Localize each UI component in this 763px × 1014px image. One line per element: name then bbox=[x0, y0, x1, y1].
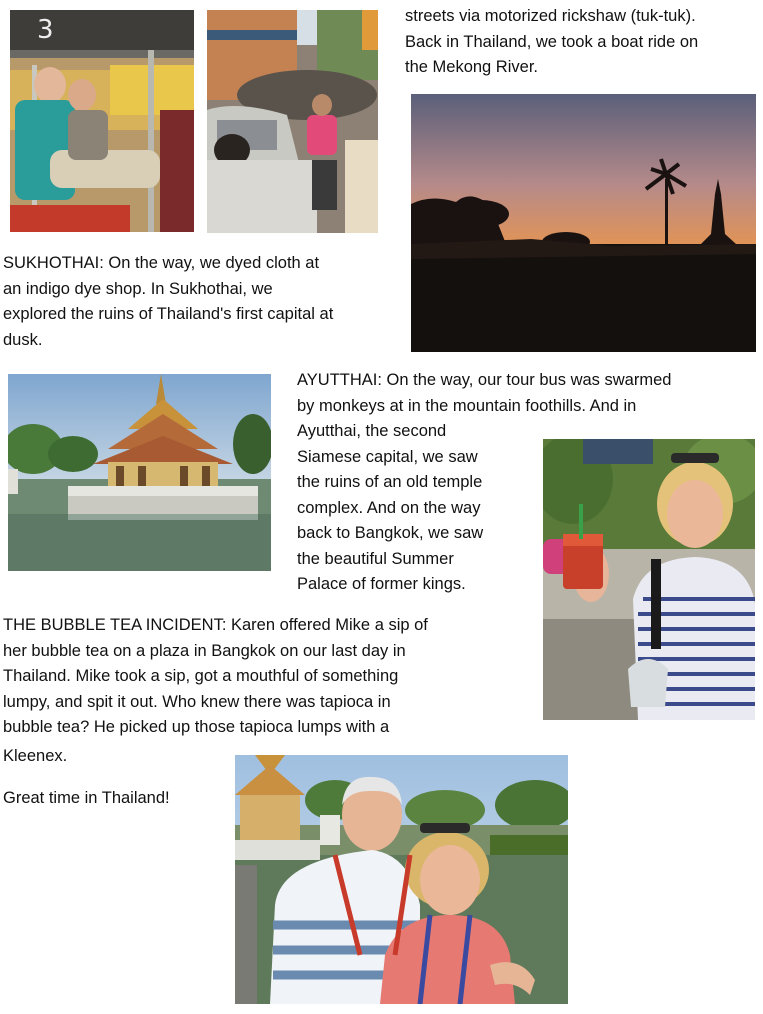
sukhothai-line: explored the ruins of Thailand's first capital at bbox=[3, 305, 334, 323]
photo-sukhothai-sunset bbox=[411, 94, 756, 352]
ayutthai-line: the ruins of an old temple bbox=[297, 473, 483, 491]
photo-mike-and-karen bbox=[235, 755, 568, 1004]
ayutthai-line: Siamese capital, we saw bbox=[297, 447, 478, 466]
ayutthai-line: complex. And on the way bbox=[297, 498, 481, 517]
intro-line: streets via motorized rickshaw (tuk-tuk). bbox=[405, 7, 696, 25]
photo-tuk-tuk-ride bbox=[10, 10, 194, 232]
summer-palace-image bbox=[8, 374, 271, 571]
sukhothai-line: an indigo dye shop. In Sukhothai, we bbox=[3, 279, 273, 298]
photo-busy-street bbox=[207, 10, 378, 233]
photo-karen-bubble-tea bbox=[543, 439, 755, 720]
intro-line: Back in Thailand, we took a boat ride on bbox=[405, 32, 699, 51]
tuk-tuk-ride-image bbox=[10, 10, 194, 232]
ayutthai-line: back to Bangkok, we saw bbox=[297, 524, 484, 542]
sukhothai-sunset-image bbox=[411, 94, 756, 352]
photo-summer-palace bbox=[8, 374, 271, 571]
busy-street-image bbox=[207, 10, 378, 233]
bubble-tea-line: Kleenex. bbox=[3, 746, 68, 765]
intro-line: the Mekong River. bbox=[405, 58, 538, 76]
bubble-tea-line: her bubble tea on a plaza in Bangkok on our last day in bbox=[3, 641, 406, 660]
ayutthai-line: the beautiful Summer bbox=[297, 549, 454, 568]
mike-and-karen-image bbox=[235, 755, 568, 1004]
sukhothai-line: dusk. bbox=[3, 330, 43, 349]
bubble-tea-paragraph bbox=[3, 613, 428, 769]
ayutthai-line: by monkeys at in the mountain foothills. And in bbox=[297, 396, 637, 415]
ayutthai-line: AYUTTHAI: On the way, our tour bus was swarmed bbox=[297, 371, 672, 389]
tuk-tuk-number: 3 bbox=[37, 15, 54, 45]
closing-line: Great time in Thailand! bbox=[3, 789, 170, 807]
bubble-tea-line: bubble tea? He picked up those tapioca lumps with a bbox=[3, 718, 390, 736]
ayutthai-line: Palace of former kings. bbox=[297, 575, 466, 593]
bubble-tea-line: Thailand. Mike took a sip, got a mouthful of something bbox=[3, 667, 399, 685]
bubble-tea-line: THE BUBBLE TEA INCIDENT: Karen offered Mike a sip of bbox=[3, 616, 428, 634]
sukhothai-paragraph bbox=[3, 251, 333, 353]
ayutthai-line: Ayutthai, the second bbox=[297, 422, 447, 440]
intro-paragraph bbox=[405, 4, 698, 81]
bubble-tea-line: lumpy, and spit it out. Who knew there was tapioca in bbox=[3, 692, 391, 711]
karen-bubble-tea-image bbox=[543, 439, 755, 720]
sukhothai-line: SUKHOTHAI: On the way, we dyed cloth at bbox=[3, 254, 320, 272]
